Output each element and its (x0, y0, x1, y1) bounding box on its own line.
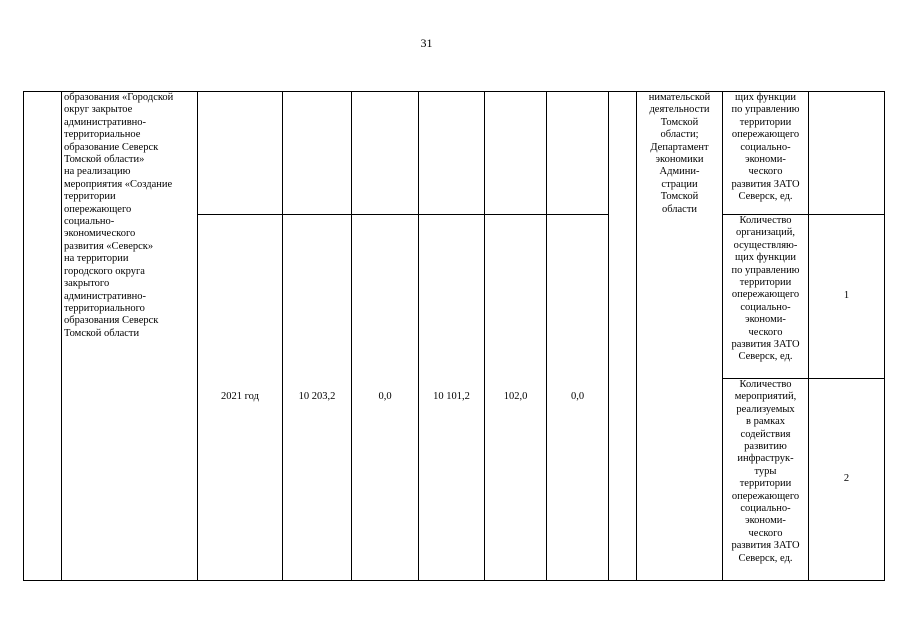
empty-total-cell (283, 92, 352, 215)
indicator-name-cell: Количество организаций, осуществляю- щих функции по управлению территории опережающего социально- экономи- ческого развития ЗАТО Северск, ед. (723, 215, 809, 379)
year-cell: 2021 год (198, 215, 283, 581)
empty-gap-cell (609, 92, 637, 581)
indicator-value-cell (809, 92, 885, 215)
local-value-cell: 102,0 (485, 215, 547, 581)
indicator-value-cell: 1 (809, 215, 885, 379)
number-cell (24, 92, 62, 581)
empty-regional-cell (419, 92, 485, 215)
regional-value-cell: 10 101,2 (419, 215, 485, 581)
program-table (23, 91, 885, 581)
indicator-value-cell: 2 (809, 379, 885, 581)
total-value-cell: 10 203,2 (283, 215, 352, 581)
empty-federal-cell (352, 92, 419, 215)
empty-local-cell (485, 92, 547, 215)
page-number: 31 (420, 36, 433, 50)
measure-description-cell: образования «Городской округ закрытое административно- территориальное образование Северск Томской области» на реализацию мероприятия «Создание территории опережающего социально- экономического развития «Северск» на территории городского округа закрытого административно- территориального образования Северск Томской области (62, 92, 198, 581)
indicator-name-cell: Количество мероприятий, реализуемых в рамках содействия развитию инфраструк- туры территории опережающего социально- экономи- ческого развития ЗАТО Северск, ед. (723, 379, 809, 581)
empty-year-cell (198, 92, 283, 215)
federal-value-cell: 0,0 (352, 215, 419, 581)
executor-cell: нимательской деятельности Томской области; Департамент экономики Админи- страции Томской области (637, 92, 723, 581)
indicator-name-cell: щих функции по управлению территории опережающего социально- экономи- ческого развития ЗАТО Северск, ед. (723, 92, 809, 215)
other-value-cell: 0,0 (547, 215, 609, 581)
empty-other-cell (547, 92, 609, 215)
